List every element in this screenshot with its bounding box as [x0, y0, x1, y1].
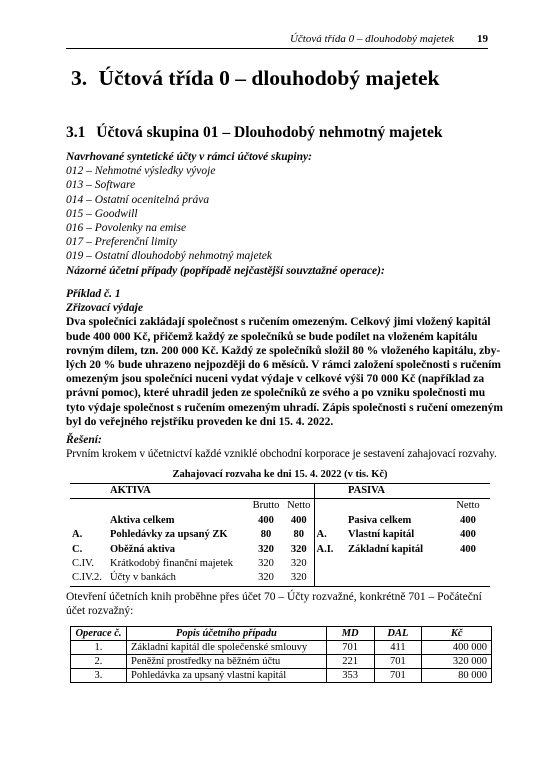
row-label: Krátkodobý finanční majetek — [110, 558, 234, 570]
table-row — [70, 557, 490, 571]
example-line: lých 20 % bude uhrazeno nejpozději do 6 měsíců. V rámci založení společnosti s ručením — [66, 358, 501, 371]
table-row — [71, 641, 492, 655]
running-title: Účtová třída 0 – dlouhodobý majetek — [289, 33, 454, 45]
row-pasiva-value: 400 — [460, 543, 476, 555]
table-header-row — [71, 627, 492, 641]
row-brutto: 320 — [258, 543, 274, 555]
row-brutto: 400 — [258, 514, 274, 526]
pasiva-spacer — [446, 484, 490, 499]
row-label: Účty v bankách — [110, 572, 176, 584]
account-item: 012 – Nehmotné výsledky vývoje — [66, 165, 216, 178]
chapter-heading — [71, 66, 440, 91]
op-description: Peněžní prostředky na běžném účtu — [126, 655, 326, 669]
table-row — [71, 655, 492, 669]
row-pasiva-value: 400 — [460, 514, 476, 526]
row-pasiva-label: Pasiva celkem — [348, 514, 412, 526]
solution-block — [66, 433, 497, 461]
op-dal: 701 — [374, 669, 422, 683]
header-dal: DAL — [374, 627, 422, 641]
table-row — [71, 669, 492, 683]
row-label: Pohledávky za upsaný ZK — [110, 529, 228, 541]
header-description: Popis účetního případu — [126, 627, 326, 641]
example-line: rovným dílem, tzn. 200 000 Kč. Každý ze společníků složil 80 % vloženého kapitálu, zby- — [66, 344, 501, 357]
op-md: 701 — [326, 641, 374, 655]
table-row — [70, 543, 490, 557]
row-netto: 320 — [284, 571, 314, 586]
page-number: 19 — [477, 33, 488, 45]
opening-text-line: účet rozvažný: — [66, 605, 134, 618]
op-amount: 80 000 — [422, 669, 492, 683]
table-row — [70, 571, 490, 586]
aktiva-spacer — [248, 484, 284, 499]
op-dal: 701 — [374, 655, 422, 669]
header-operation: Operace č. — [71, 627, 127, 641]
row-code: C.IV.2. — [72, 572, 102, 584]
aktiva-spacer — [284, 484, 314, 499]
account-item: 014 – Ostatní ocenitelná práva — [66, 193, 210, 206]
example-line: právní pomoc), které uhradil jeden ze společníků ze svého a po vzniku společnosti mu — [66, 387, 486, 400]
op-dal: 411 — [374, 641, 422, 655]
op-number: 1. — [71, 641, 127, 655]
solution-text: Prvním krokem v účetnictví každé vzniklé obchodní korporace je sestavení zahajovací rozvahy. — [66, 448, 497, 461]
row-netto: 400 — [284, 514, 314, 528]
operations-table — [70, 626, 492, 683]
row-code: C.IV. — [72, 558, 94, 570]
pasiva-label: PASIVA — [348, 485, 385, 496]
opening-text-block — [66, 590, 490, 618]
account-item: 017 – Preferenční limity — [66, 236, 178, 249]
op-amount: 400 000 — [422, 641, 492, 655]
example-subtitle: Zřizovací výdaje — [66, 302, 143, 315]
solution-title: Řešení: — [66, 434, 102, 446]
example-title: Příklad č. 1 — [66, 288, 121, 300]
pasiva-netto-header: Netto — [456, 500, 480, 512]
table-row — [70, 528, 490, 542]
chapter-number: 3. — [71, 66, 88, 90]
row-netto: 320 — [284, 543, 314, 557]
row-netto: 320 — [284, 557, 314, 571]
row-pasiva-value: 400 — [460, 529, 476, 541]
header-rule — [66, 48, 488, 49]
op-amount: 320 000 — [422, 655, 492, 669]
cases-heading: Názorné účetní případy (popřípadě nejčastější souvztažné operace): — [66, 264, 385, 277]
example-line: bude 400 000 Kč, přičemž každý ze společníků se bude podílet na vloženém kapitálu — [66, 330, 478, 343]
row-label: Aktiva celkem — [110, 514, 175, 526]
accounts-block — [66, 150, 490, 278]
op-number: 2. — [71, 655, 127, 669]
example-line: Dva společníci zakládají společnost s ručením omezeným. Celkový jimi vložený kapitál — [66, 316, 491, 329]
running-header — [66, 33, 488, 47]
row-pasiva-label: Základní kapitál — [348, 543, 423, 555]
row-brutto: 320 — [258, 558, 274, 570]
accounts-heading: Navrhované syntetické účty v rámci účtové skupiny: — [66, 151, 312, 163]
row-pasiva-code: A. — [316, 529, 327, 541]
row-label: Oběžná aktiva — [110, 543, 176, 555]
example-text — [66, 315, 503, 429]
header-amount: Kč — [422, 627, 492, 641]
op-md: 353 — [326, 669, 374, 683]
section-title: Účtová skupina 01 – Dlouhodobý nehmotný majetek — [96, 124, 443, 141]
account-item: 013 – Software — [66, 179, 136, 192]
balance-caption: Zahajovací rozvaha ke dni 15. 4. 2022 (v tis. Kč) — [172, 469, 388, 480]
row-code — [70, 514, 108, 528]
example-line: tyto výdaje společnost s ručením omezeným uhradí. Zápis společnosti s ručení omezeným — [66, 401, 503, 414]
opening-text-line: Otevření účetních knih proběhne přes účet 70 – Účty rozvažné, konkrétně 701 – Počáteční — [66, 591, 482, 603]
row-brutto: 80 — [260, 529, 272, 541]
example-line: byl do veřejného rejstříku proveden ke dni 15. 4. 2022. — [66, 415, 334, 428]
section-number: 3.1 — [66, 124, 86, 141]
header-md: MD — [326, 627, 374, 641]
opening-balance-table — [70, 483, 490, 587]
chapter-title: Účtová třída 0 – dlouhodobý majetek — [98, 66, 440, 90]
brutto-header: Brutto — [252, 500, 280, 512]
row-brutto: 320 — [258, 572, 274, 584]
row-code: A. — [72, 529, 83, 541]
op-description: Základní kapitál dle společenské smlouvy — [126, 641, 326, 655]
aktiva-spacer — [70, 484, 108, 499]
op-number: 3. — [71, 669, 127, 683]
account-item: 019 – Ostatní dlouhodobý nehmotný majetek — [66, 250, 273, 263]
op-description: Pohledávka za upsaný vlastní kapitál — [126, 669, 326, 683]
example-line: omezeným jsou společníci nuceni vydat výdaje v celkové výši 70 000 Kč (například za — [66, 373, 485, 386]
aktiva-label: AKTIVA — [110, 485, 151, 496]
row-pasiva-label: Vlastní kapitál — [348, 529, 415, 541]
account-item: 015 – Goodwill — [66, 207, 138, 220]
table-row — [70, 514, 490, 528]
row-code: C. — [72, 543, 83, 555]
row-pasiva-code — [314, 514, 346, 528]
account-item: 016 – Povolenky na emise — [66, 221, 187, 234]
pasiva-spacer — [314, 484, 346, 499]
example-block — [66, 287, 503, 429]
row-pasiva-code: A.I. — [316, 543, 334, 555]
op-md: 221 — [326, 655, 374, 669]
row-netto: 80 — [284, 528, 314, 542]
netto-header: Netto — [284, 499, 314, 514]
section-heading — [66, 124, 442, 142]
